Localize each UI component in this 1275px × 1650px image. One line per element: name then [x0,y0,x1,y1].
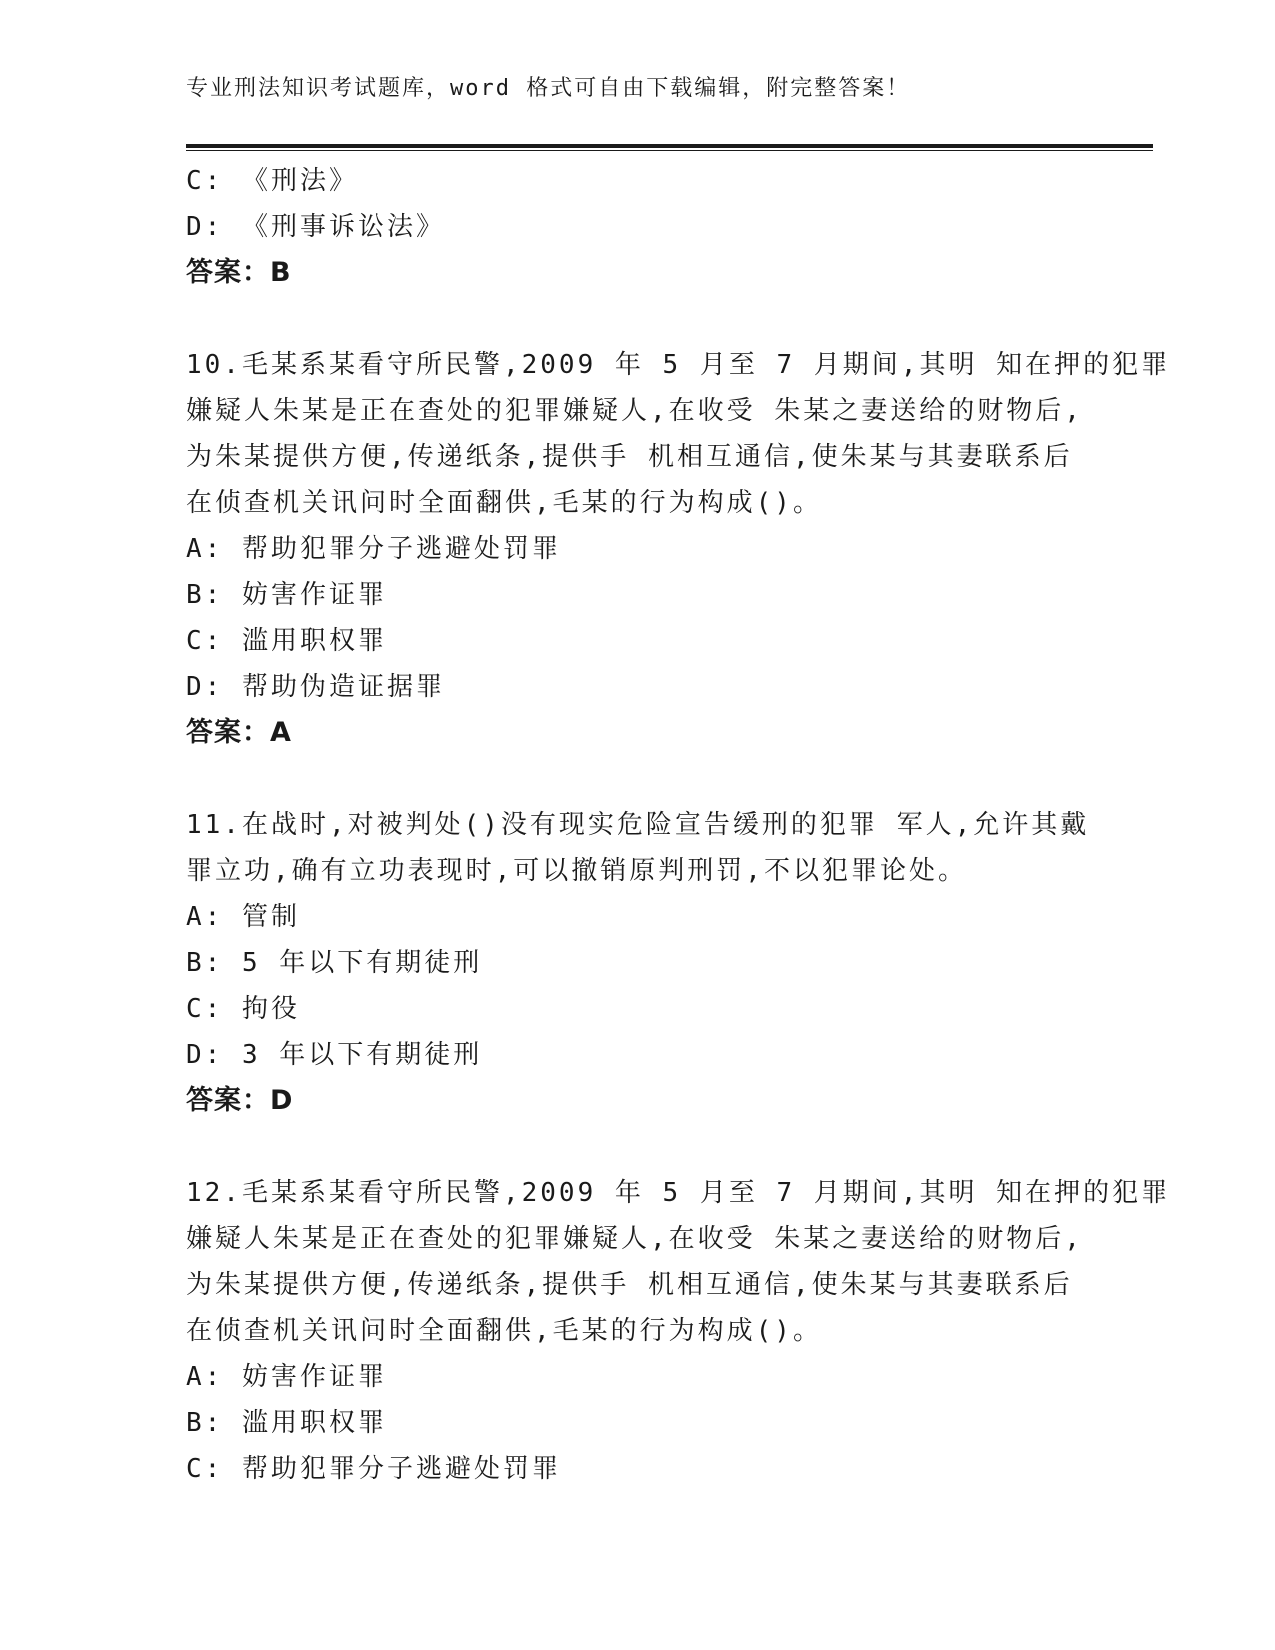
option-b: B: 5 年以下有期徒刑 [186,948,483,978]
question-stem-line: 为朱某提供方便,传递纸条,提供手 机相互通信,使朱某与其妻联系后 [186,1270,1073,1300]
spacer [186,296,1086,342]
spacer [186,1124,1086,1170]
option-a: A: 妨害作证罪 [186,1362,387,1392]
option-c: C: 滥用职权罪 [186,626,387,656]
header-divider-thick [186,144,1153,148]
answer-line: 答案：B [186,257,292,288]
option-d: D: 帮助伪造证据罪 [186,672,445,702]
header-divider-thin [186,150,1153,151]
spacer [186,756,1086,802]
question-10 [186,342,1171,756]
option-c: C: 拘役 [186,994,300,1024]
option-b: B: 妨害作证罪 [186,580,387,610]
page-header: 专业刑法知识考试题库，word 格式可自由下载编辑，附完整答案！ [186,76,911,101]
answer-line: 答案：A [186,717,292,748]
question-stem-line: 罪立功,确有立功表现时,可以撤销原判刑罚,不以犯罪论处。 [186,856,967,886]
question-12 [186,1170,1171,1492]
option-d: D: 《刑事诉讼法》 [186,212,445,242]
previous-question-tail [186,158,1086,296]
option-a: A: 帮助犯罪分子逃避处罚罪 [186,534,561,564]
option-b: B: 滥用职权罪 [186,1408,387,1438]
question-stem-line: 在侦查机关讯问时全面翻供,毛某的行为构成()。 [186,1316,822,1346]
option-c: C: 帮助犯罪分子逃避处罚罪 [186,1454,561,1484]
document-body [186,158,1171,1492]
option-c: C: 《刑法》 [186,166,358,196]
answer-line: 答案：D [186,1085,294,1116]
question-stem-line: 12.毛某系某看守所民警,2009 年 5 月至 7 月期间,其明 知在押的犯罪 [186,1178,1171,1208]
question-stem-line: 11.在战时,对被判处()没有现实危险宣告缓刑的犯罪 军人,允许其戴 [186,810,1090,840]
question-stem-line: 在侦查机关讯问时全面翻供,毛某的行为构成()。 [186,488,822,518]
option-a: A: 管制 [186,902,300,932]
question-stem-line: 10.毛某系某看守所民警,2009 年 5 月至 7 月期间,其明 知在押的犯罪 [186,350,1171,380]
question-stem-line: 嫌疑人朱某是正在查处的犯罪嫌疑人,在收受 朱某之妻送给的财物后, [186,1224,1083,1254]
question-stem-line: 为朱某提供方便,传递纸条,提供手 机相互通信,使朱某与其妻联系后 [186,442,1073,472]
question-11 [186,802,1090,1124]
question-stem-line: 嫌疑人朱某是正在查处的犯罪嫌疑人,在收受 朱某之妻送给的财物后, [186,396,1083,426]
option-d: D: 3 年以下有期徒刑 [186,1040,483,1070]
